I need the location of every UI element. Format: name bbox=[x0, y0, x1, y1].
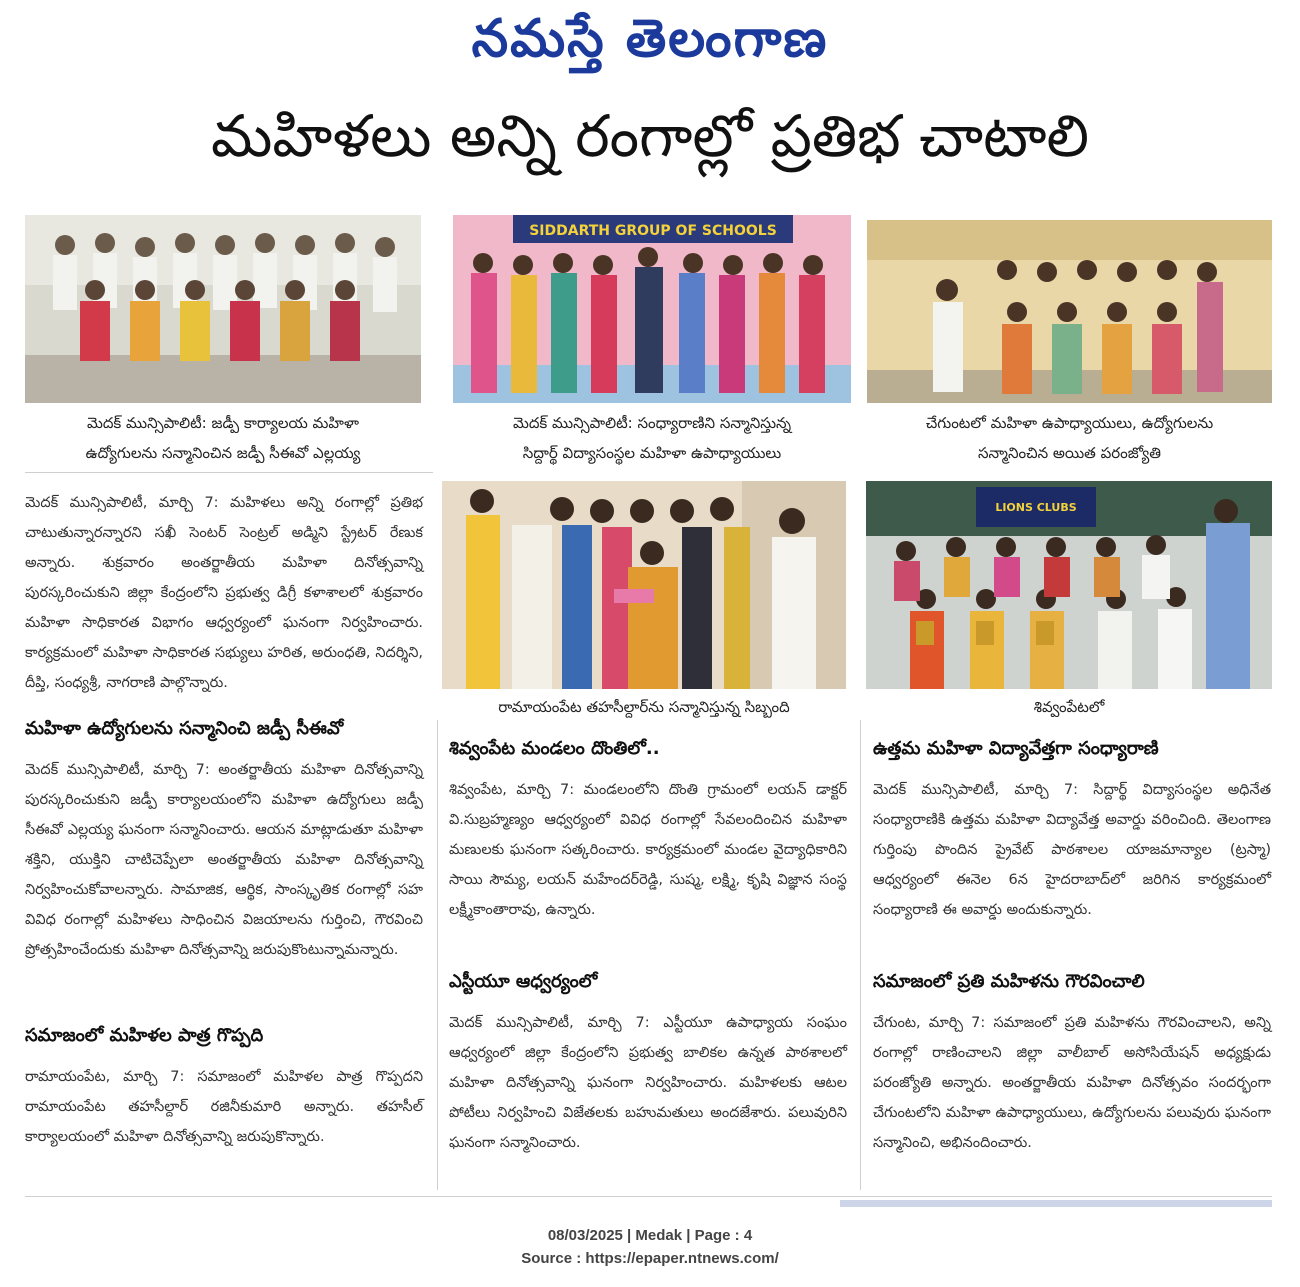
photo-ramayampet bbox=[442, 481, 846, 689]
caption-line: సిద్దార్థ్ విద్యాసంస్థల మహిళా ఉపాధ్యాయులు bbox=[522, 444, 782, 462]
school-banner-text: SIDDARTH GROUP OF SCHOOLS bbox=[529, 223, 777, 239]
column-divider bbox=[860, 720, 861, 1190]
article-heading: ఎస్టీయూ ఆధ్వర్యంలో bbox=[449, 971, 598, 992]
article-heading: ఉత్తమ మహిళా విద్యావేత్తగా సంధ్యారాణి bbox=[873, 738, 1159, 759]
caption-line: సన్మానించిన అయిత పరంజ్యోతి bbox=[978, 444, 1161, 462]
article-ramayampet bbox=[25, 1025, 423, 1152]
article-heading: శివ్వంపేట మండలం దొంతిలో.. bbox=[449, 738, 660, 759]
article-stu bbox=[449, 971, 847, 1158]
caption-line: ఉద్యోగులను సన్మానించిన జడ్పీ సీఈవో ఎల్లయ్య bbox=[85, 444, 361, 462]
caption-photo-5 bbox=[866, 692, 1272, 722]
bottom-strip bbox=[840, 1200, 1272, 1207]
article-zp-ceo bbox=[25, 718, 423, 965]
article-heading: సమాజంలో ప్రతి మహిళను గౌరవించాలి bbox=[873, 971, 1145, 992]
article-heading: మహిళా ఉద్యోగులను సన్మానించి జడ్పీ సీఈవో bbox=[25, 718, 344, 739]
caption-line: మెదక్ మున్సిపాలిటీ: జడ్పీ కార్యాలయ మహిళా bbox=[86, 414, 360, 432]
article-chegunta bbox=[873, 971, 1271, 1158]
article-body: మెదక్ మున్సిపాలిటీ, మార్చి 7: మహిళలు అన్ని రంగాల్లో ప్రతిభ చాటుతున్నారన్నారని సఖీ సెంటర్ సెంట్రల్ అడ్మిని స్ట్రేటర్ రేణుక అన్నారు. శుక్రవారం అంతర్జాతీయ మహిళా దినోత్సవాన్ని పురస్కరించుకుని జిల్లా కేంద్రంలోని ప్రభుత్వ డిగ్రీ కళాశాలలో శుక్రవారం మహిళా సాధికారత విభాగం ఆధ్వర్యంలో ఘనంగా నిర్వహించారు. కార్యక్రమంలో మహిళా సాధికారత సభ్యులు హరిత, అరుంధతి, నిదర్శిని, దీప్తి, సంధ్యశ్రీ, నాగరాణి పాల్గొన్నారు. bbox=[25, 495, 423, 691]
article-body: చేగుంట, మార్చి 7: సమాజంలో ప్రతి మహిళను గౌరవించాలని, అన్ని రంగాల్లో రాణించాలని జిల్లా వాలీబాల్ అసోసియేషన్ అధ్యక్షుడు పరంజ్యోతి అన్నారు. అంతర్జాతీయ మహిళా దినోత్సవం సందర్భంగా చేగుంటలోని మహిళా ఉపాధ్యాయులు, ఉద్యోగులను పలువురు ఘనంగా సన్మానించి, అభినందించారు. bbox=[873, 1015, 1271, 1151]
caption-line: మెదక్ మున్సిపాలిటీ: సంధ్యారాణిని సన్మానిస్తున్న bbox=[512, 414, 792, 432]
divider-rule bbox=[25, 472, 433, 473]
photo-shivvampet bbox=[866, 481, 1272, 689]
bottom-rule bbox=[25, 1196, 1272, 1197]
photo-zp-office bbox=[25, 215, 421, 403]
caption-line: రామాయంపేట తహసీల్దార్‌ను సన్మానిస్తున్న సిబ్బంది bbox=[498, 698, 790, 716]
caption-line: శివ్వంపేటలో bbox=[1033, 698, 1105, 716]
photo-chegunta bbox=[867, 220, 1272, 403]
main-headline: మహిళలు అన్ని రంగాల్లో ప్రతిభ చాటాలి bbox=[210, 102, 1090, 170]
article-body: మెదక్ మున్సిపాలిటీ, మార్చి 7: ఎస్టీయూ ఉపాధ్యాయ సంఘం ఆధ్వర్యంలో జిల్లా కేంద్రంలోని ప్రభుత్వ బాలికల ఉన్నత పాఠశాలలో మహిళా దినోత్సవాన్ని ఘనంగా నిర్వహించారు. మహిళలకు ఆటల పోటీలు నిర్వహించి విజేతలకు బహుమతులు అందజేశారు. పలువురిని ఘనంగా సన్మానించారు. bbox=[449, 1015, 847, 1151]
masthead-logo: నమస్తే తెలంగాణ bbox=[471, 8, 829, 69]
article-body: రామాయంపేట, మార్చి 7: సమాజంలో మహిళల పాత్ర గొప్పదని రామాయంపేట తహసీల్దార్ రజినీకుమారి అన్నారు. తహసీల్ కార్యాలయంలో మహిళా దినోత్సవాన్ని జరుపుకొన్నారు. bbox=[25, 1069, 423, 1145]
column-divider bbox=[437, 720, 438, 1190]
article-body: మెదక్ మున్సిపాలిటీ, మార్చి 7: అంతర్జాతీయ మహిళా దినోత్సవాన్ని పురస్కరించుకుని జడ్పీ కార్యాలయంలోని మహిళా ఉద్యోగులు జడ్పీ సీఈవో ఎల్లయ్య ఘనంగా సన్మానించారు. ఆయన మాట్లాడుతూ మహిళా శక్తిని, యుక్తిని చాటిచెప్పేలా అంతర్జాతీయ మహిళా దినోత్సవాన్ని నిర్వహించుకోవాలన్నారు. సామాజిక, ఆర్థిక, సాంస్కృతిక రంగాల్లో సహ వివిధ రంగాల్లో మహిళలు సాధించిన విజయాలను గుర్తించి, గౌరవించి ప్రోత్సహించేందుకు మహిళా దినోత్సవాన్ని జరుపుకొంటున్నామన్నారు. bbox=[25, 762, 423, 958]
article-heading: సమాజంలో మహిళల పాత్ర గొప్పది bbox=[25, 1025, 264, 1046]
footer-source: Source : https://epaper.ntnews.com/ bbox=[521, 1250, 779, 1267]
article-body: శివ్వంపేట, మార్చి 7: మండలంలోని దొంతి గ్రామంలో లయన్ డాక్టర్ వి.సుబ్రహ్మణ్యం ఆధ్వర్యంలో వివిధ రంగాల్లో సేవలందించిన మహిళా మణులకు ఘనంగా సత్కరించారు. కార్యక్రమంలో మండల వైద్యాధికారిని సాయి సౌమ్య, లయన్ మహేందర్‌రెడ్డి, సుష్మ, లక్ష్మి, కృషి విజ్ఞాన సంస్థ లక్ష్మీకాంతారావు, ఉన్నారు. bbox=[449, 782, 847, 918]
caption-photo-3 bbox=[867, 408, 1272, 468]
article-body: మెదక్ మున్సిపాలిటీ, మార్చి 7: సిద్దార్థ్ విద్యాసంస్థల అధినేత సంధ్యారాణికి ఉత్తమ మహిళా విద్యావేత్త అవార్డు వరించింది. తెలంగాణ గుర్తింపు పొందిన ప్రైవేట్ పాఠశాలల యాజమాన్యాల (ట్రస్మా) ఆధ్వర్యంలో ఈనెల 6న హైదరాబాద్‌లో జరిగిన కార్యక్రమంలో సంధ్యారాణి ఈ అవార్డు అందుకున్నారు. bbox=[873, 782, 1272, 918]
footer-date-page: 08/03/2025 | Medak | Page : 4 bbox=[547, 1227, 753, 1244]
article-sakhi-center bbox=[25, 488, 423, 698]
photo-siddarth-school bbox=[453, 215, 851, 403]
caption-line: చేగుంటలో మహిళా ఉపాధ్యాయులు, ఉద్యోగులను bbox=[925, 414, 1214, 432]
lions-banner-text: LIONS CLUBS bbox=[995, 501, 1077, 514]
caption-photo-1 bbox=[25, 408, 421, 468]
caption-photo-4 bbox=[442, 692, 846, 722]
article-sandhyarani bbox=[873, 738, 1271, 925]
article-donthi bbox=[449, 738, 847, 925]
caption-photo-2 bbox=[453, 408, 851, 468]
